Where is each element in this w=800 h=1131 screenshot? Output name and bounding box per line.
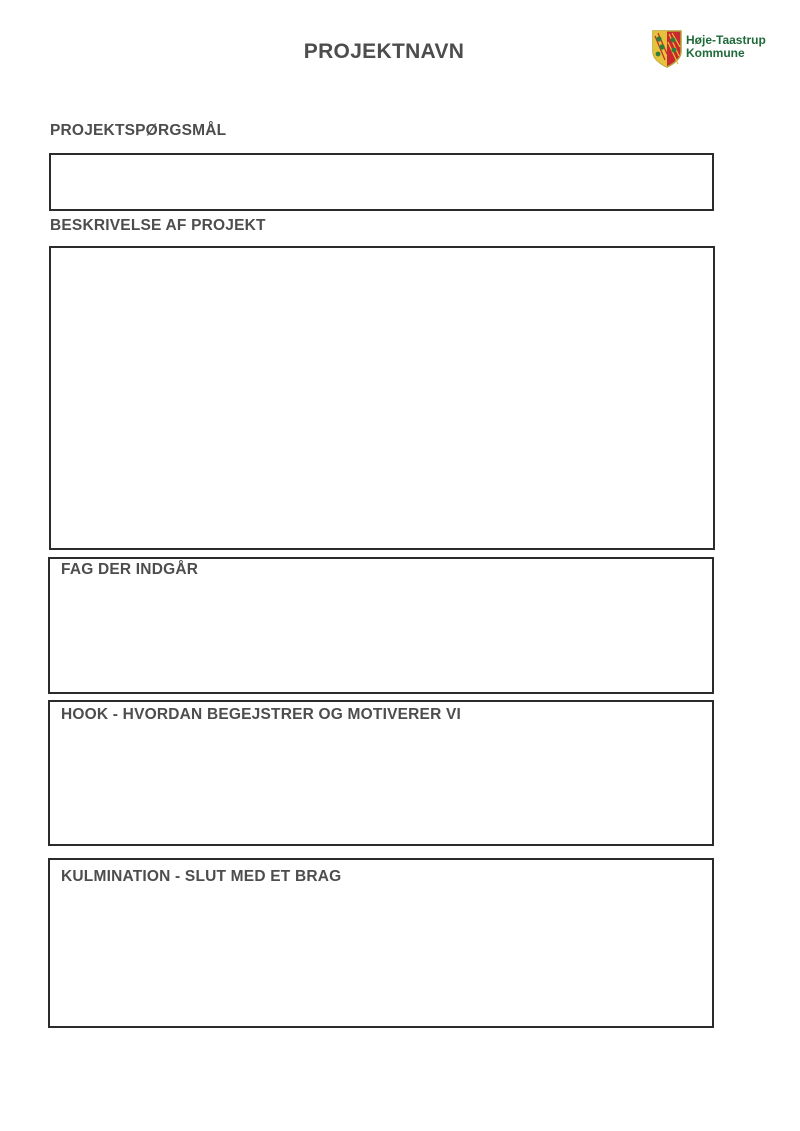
subjects-label: FAG DER INDGÅR bbox=[61, 561, 199, 578]
project-description-label: BESKRIVELSE AF PROJEKT bbox=[50, 217, 266, 234]
page-title: PROJEKTNAVN bbox=[303, 40, 465, 63]
logo-line-1: Høje-Taastrup bbox=[686, 33, 766, 47]
project-question-label: PROJEKTSPØRGSMÅL bbox=[50, 122, 227, 139]
coat-of-arms-icon bbox=[652, 30, 682, 68]
subjects-field[interactable] bbox=[48, 557, 714, 694]
project-description-field[interactable] bbox=[49, 246, 715, 550]
hook-label: HOOK - HVORDAN BEGEJSTRER OG MOTIVERER VI bbox=[61, 706, 462, 723]
municipality-logo bbox=[652, 30, 792, 70]
culmination-field[interactable] bbox=[48, 858, 714, 1028]
logo-line-2: Kommune bbox=[686, 46, 745, 60]
hook-field[interactable] bbox=[48, 700, 714, 846]
project-question-field[interactable] bbox=[49, 153, 714, 211]
logo-text bbox=[686, 34, 766, 60]
culmination-label: KULMINATION - SLUT MED ET BRAG bbox=[61, 868, 342, 885]
